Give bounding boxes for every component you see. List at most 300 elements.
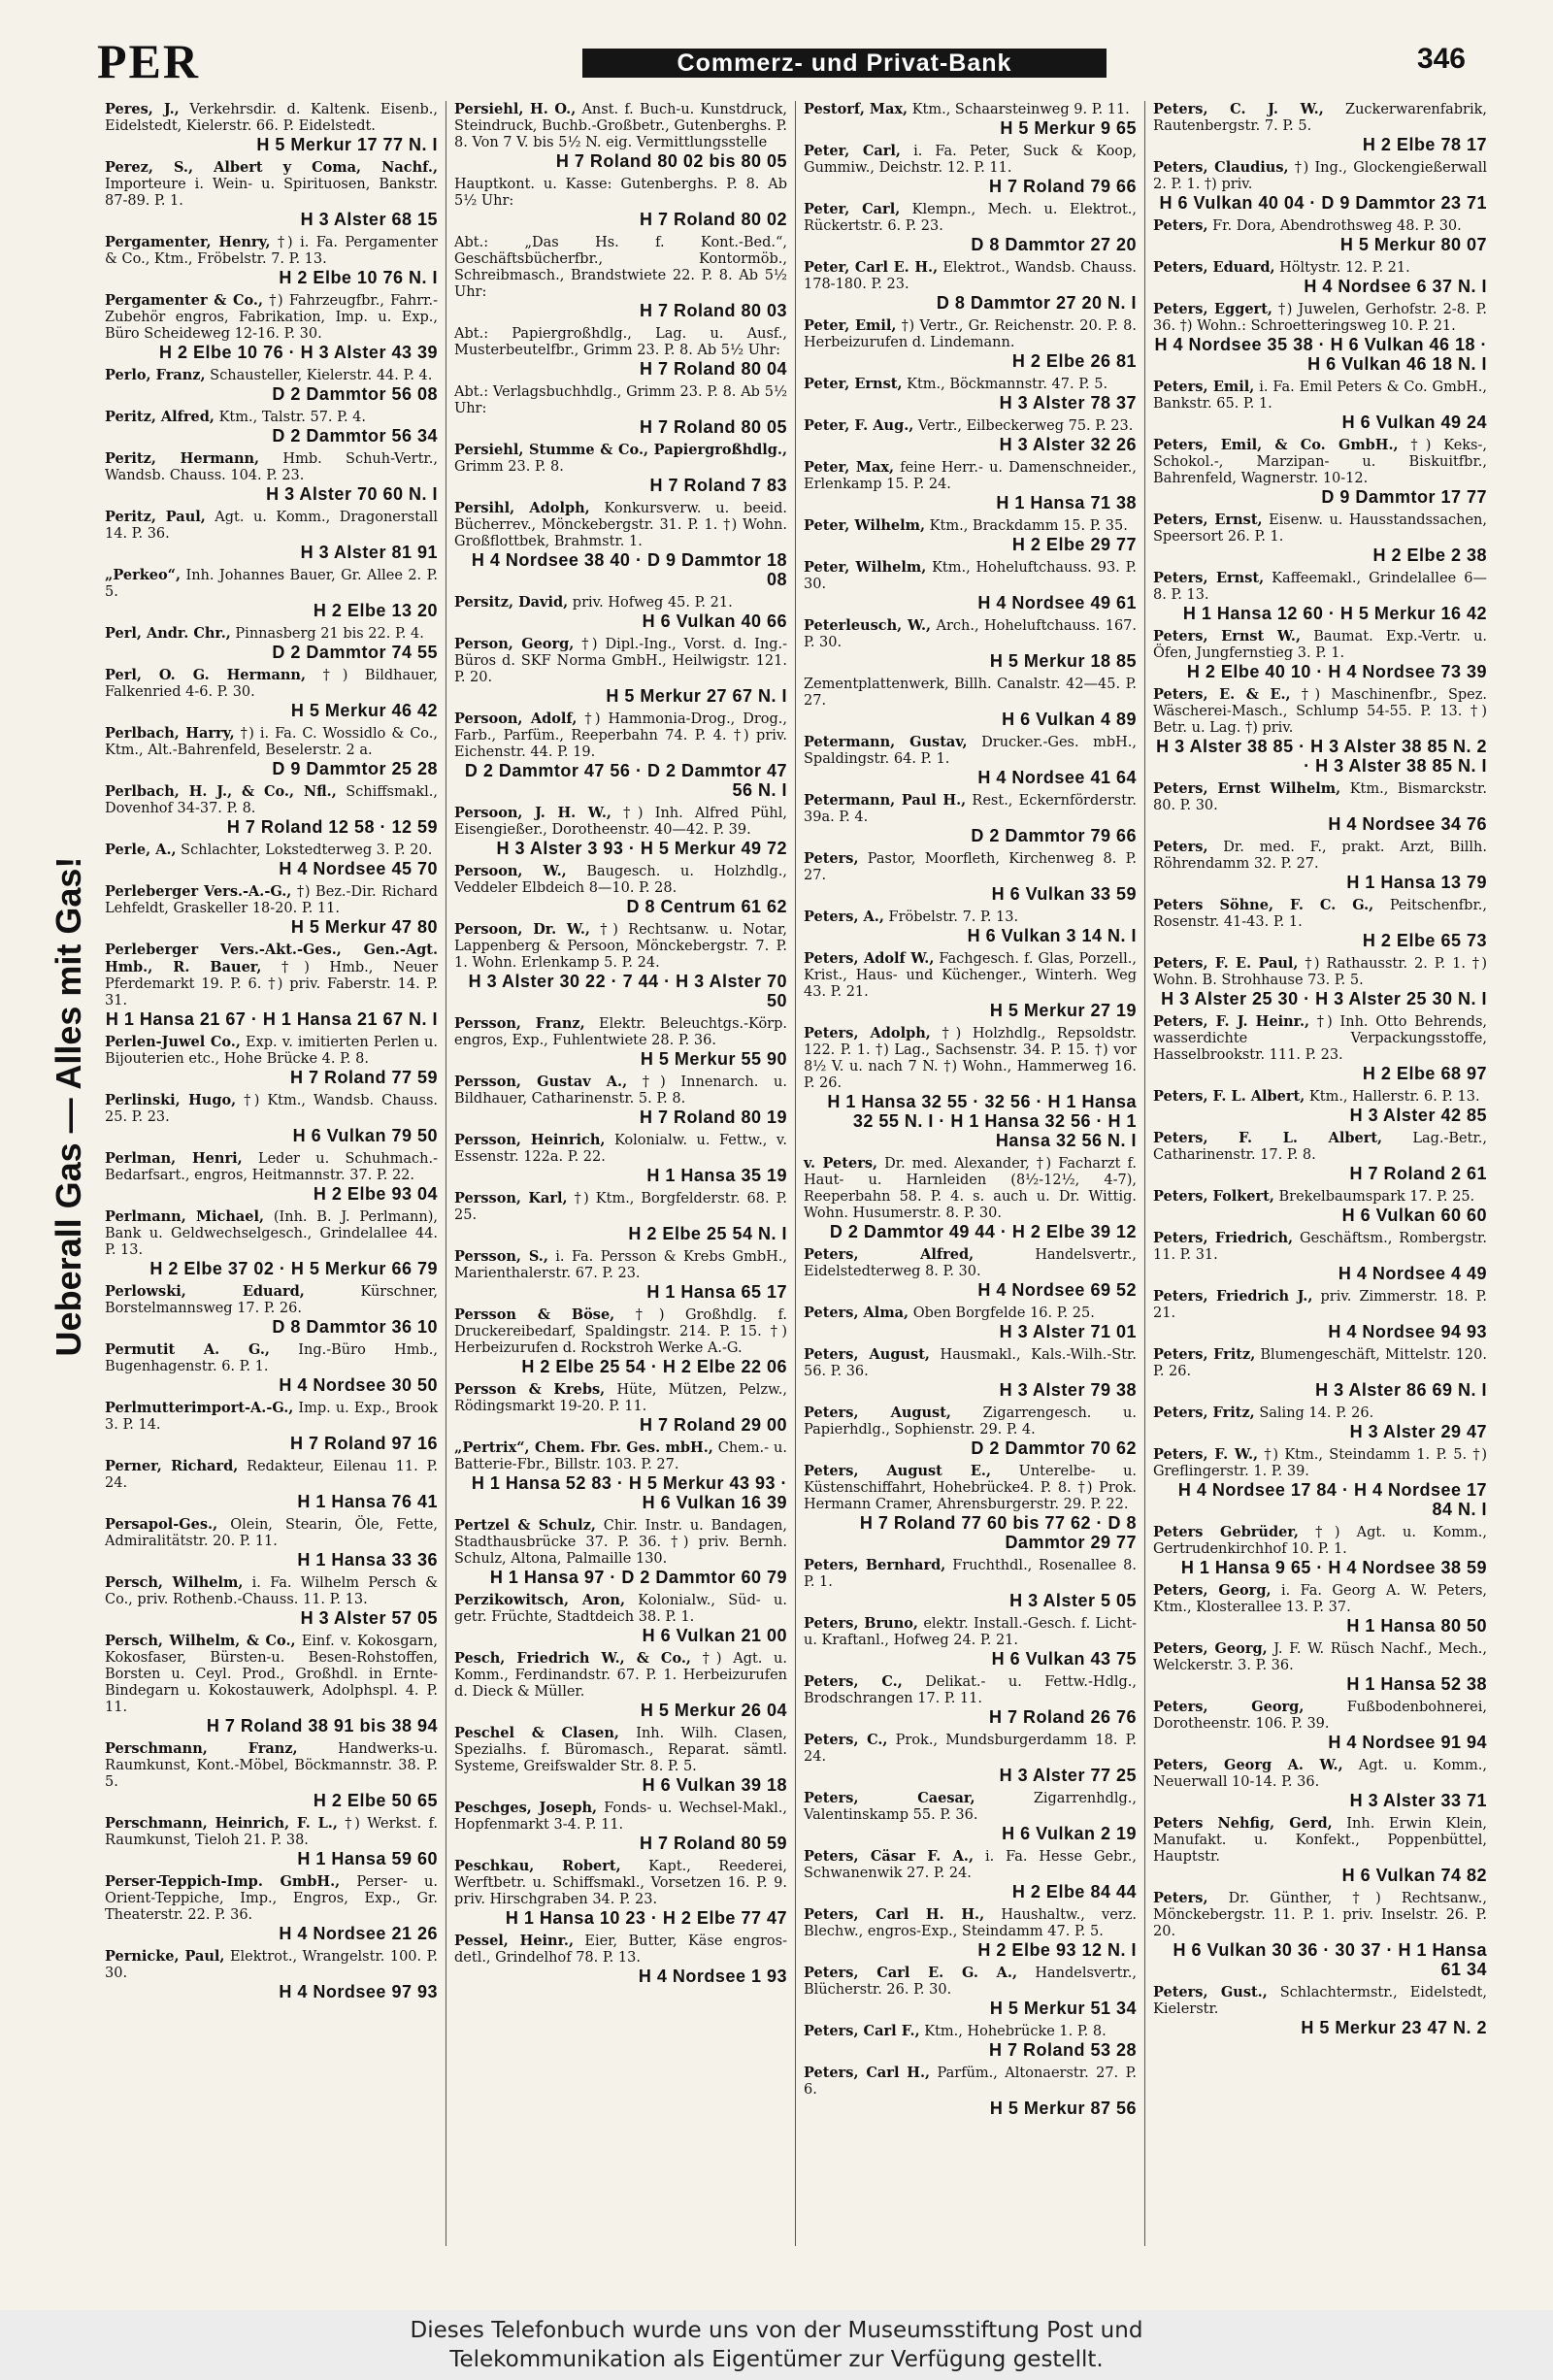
- directory-entry: [105, 883, 438, 937]
- entry-name: Peters, F. W.,: [1153, 1446, 1259, 1463]
- entry-phone: H 7 Roland 97 16: [289, 1434, 438, 1453]
- directory-entry: [105, 1815, 438, 1868]
- entry-name: Peters, Folkert,: [1153, 1188, 1274, 1205]
- directory-entry: [804, 1673, 1137, 1727]
- entry-name: Perlen-Juwel Co.,: [105, 1034, 241, 1050]
- entry-phone: H 4 Nordsee 21 26: [279, 1924, 438, 1943]
- directory-entry: [105, 159, 438, 229]
- entry-details: †) Werkst. f. Raumkunst, Tieloh 21. P. 38.: [105, 1816, 438, 1848]
- entry-phone: H 1 Hansa 52 38: [1346, 1674, 1487, 1694]
- entry-details: Ktm., Bismarckstr. 80. P. 30.: [1153, 781, 1488, 813]
- entry-phone: D 2 Dammtor 56 08: [272, 384, 438, 404]
- entry-phone: H 5 Merkur 80 07: [1339, 235, 1487, 254]
- entry-text: [454, 1132, 787, 1166]
- entry-phone: H 7 Roland 7 83: [649, 476, 787, 495]
- entry-details: Abt.: „Das Hs. f. Kont.-Bed.“, Geschäftsbücherfbr., Kontormöb., Schreibmasch., Brandstwiete 22. P. 8. Ab 5½ Uhr:: [454, 235, 787, 300]
- directory-entry: [454, 1592, 787, 1645]
- entry-details: Abt.: Papiergroßhdlg., Lag. u. Ausf., Musterbeutelfbr., Grimm 23. P. 8. Ab 5½ Uhr:: [454, 326, 787, 358]
- entry-phone: H 3 Alster 79 38: [999, 1380, 1137, 1400]
- entry-name: Peters Nehfig, Gerd,: [1153, 1815, 1333, 1832]
- directory-entry: [454, 1800, 787, 1853]
- entry-name: „Perkeo“,: [105, 567, 182, 583]
- entry-details: Hauptkont. u. Kasse: Gutenberghs. P. 8. Ab 5½ Uhr:: [454, 177, 787, 209]
- directory-entry: [105, 667, 438, 720]
- directory-entry: [1153, 1405, 1487, 1441]
- entry-name: Peschel & Clasen,: [454, 1725, 619, 1741]
- entry-text: [804, 1848, 1137, 1882]
- entry-name: Peters, Ernst W.,: [1153, 628, 1302, 645]
- directory-entry: [804, 676, 1137, 729]
- entry-name: Perlowski, Eduard,: [105, 1283, 305, 1300]
- entry-text: [454, 1248, 787, 1282]
- directory-entry: [1153, 437, 1487, 507]
- entry-details: †) Inh. Alfred Pühl, Eisengießer., Dorotheenstr. 40—42. P. 39.: [454, 806, 788, 838]
- entry-text: [454, 921, 787, 972]
- entry-details: Drucker.-Ges. mbH., Spaldingstr. 64. P. 1.: [804, 735, 1138, 767]
- entry-name: Pesch, Friedrich W., & Co.,: [454, 1650, 691, 1667]
- entry-phone: H 6 Vulkan 2 19: [1002, 1824, 1137, 1843]
- directory-column-4: [1145, 101, 1495, 2246]
- directory-entry: [804, 259, 1137, 313]
- entry-phone: H 5 Merkur 9 65: [1000, 118, 1137, 138]
- entry-text: [454, 594, 787, 612]
- entry-phone: H 6 Vulkan 4 89: [1002, 710, 1137, 729]
- entry-phone: H 1 Hansa 10 23 · H 2 Elbe 77 47: [505, 1908, 787, 1928]
- entry-details: (Inh. B. J. Perlmann), Bank u. Geldwechselgesch., Grindelallee 44. P. 13.: [105, 1209, 438, 1258]
- directory-entry: [454, 101, 787, 171]
- entry-details: †) i. Fa. C. Wossidlo & Co., Ktm., Alt.-Bahrenfeld, Beselerstr. 2 a.: [105, 726, 438, 758]
- entry-text: [804, 376, 1137, 393]
- entry-phone: H 3 Alster 5 05: [1009, 1591, 1137, 1610]
- entry-name: Peters, Ernst Wilhelm,: [1153, 780, 1341, 797]
- entry-phone: H 6 Vulkan 60 60: [1341, 1206, 1487, 1225]
- entry-name: Persoon, J. H. W.,: [454, 805, 611, 821]
- entry-phone: D 8 Dammtor 36 10: [272, 1317, 438, 1337]
- entry-text: [454, 1439, 787, 1473]
- entry-text: [454, 1074, 787, 1107]
- entry-phone: D 2 Dammtor 79 66: [971, 826, 1137, 845]
- directory-entry: [1153, 1346, 1487, 1400]
- entry-text: [105, 409, 438, 426]
- entry-name: Peter, Max,: [804, 459, 895, 476]
- directory-entry: [454, 594, 787, 631]
- entry-name: Persiehl, H. O.,: [454, 101, 577, 117]
- directory-entry: [1153, 780, 1487, 834]
- entry-text: [804, 676, 1137, 710]
- directory-entry: [804, 517, 1137, 554]
- entry-details: Kolonialw., Süd- u. getr. Früchte, Stadtdeich 38. P. 1.: [454, 1593, 787, 1625]
- entry-details: Kürschner, Borstelmannsweg 17. P. 26.: [105, 1284, 439, 1316]
- entry-text: [804, 1025, 1137, 1092]
- entry-text: [804, 2065, 1137, 2099]
- entry-details: Kolonialw. u. Fettw., v. Essenstr. 122a. P. 22.: [454, 1133, 787, 1165]
- entry-details: Inh. Wilh. Clasen, Spezialhs. f. Büromasch., Reparat. sämtl. Systeme, Greifswalder Str. 8. P. 5.: [454, 1726, 788, 1774]
- entry-details: Agt. u. Komm., Dragonerstall 14. P. 36.: [105, 510, 438, 542]
- entry-name: Perlbach, Harry,: [105, 725, 235, 742]
- entry-phone: H 3 Alster 71 01: [999, 1322, 1137, 1341]
- entry-phone: H 3 Alster 68 15: [300, 210, 438, 229]
- entry-name: Perez, S., Albert y Coma, Nachf.,: [105, 159, 438, 176]
- entry-text: [1153, 1446, 1487, 1480]
- entry-name: Peters, C. J. W.,: [1153, 101, 1324, 117]
- entry-details: Imp. u. Exp., Brook 3. P. 14.: [105, 1401, 438, 1433]
- entry-text: [804, 2023, 1137, 2040]
- entry-name: Persch, Wilhelm,: [105, 1574, 244, 1591]
- entry-details: i. Fa. Wilhelm Persch & Co., priv. Rothenb.-Chauss. 11. P. 13.: [105, 1575, 438, 1607]
- entry-details: †) Vertr., Gr. Reichenstr. 20. P. 8. Herbeizurufen d. Lindemann.: [804, 318, 1137, 350]
- entry-text: [804, 1673, 1137, 1707]
- entry-details: feine Herr.- u. Damenschneider., Erlenkamp 15. P. 24.: [804, 460, 1137, 492]
- entry-details: †) Ktm., Steindamm 1. P. 5. †) Greflingerstr. 1. P. 39.: [1153, 1447, 1488, 1479]
- entry-name: Persson, S.,: [454, 1248, 548, 1265]
- directory-entry: [1153, 301, 1487, 374]
- entry-name: Peters, Friedrich,: [1153, 1230, 1294, 1246]
- entry-phone: H 2 Elbe 93 12 N. I: [977, 1940, 1137, 1960]
- directory-entry: [454, 1074, 787, 1127]
- entry-phone: D 2 Dammtor 56 34: [272, 426, 438, 446]
- directory-entry: [105, 1092, 438, 1145]
- entry-text: [1153, 301, 1487, 335]
- entry-name: Peters, Georg,: [1153, 1699, 1305, 1715]
- entry-details: †) Maschinenfbr., Spez. Wäscherei-Masch., Schlump 54-55. P. 13. †) Betr. u. Lag. †) priv.: [1153, 687, 1487, 736]
- entry-name: Peters, Gust.,: [1153, 1984, 1268, 2000]
- entry-phone: H 3 Alster 30 22 · 7 44 · H 3 Alster 70 50: [468, 972, 787, 1010]
- entry-name: Pernicke, Paul,: [105, 1948, 225, 1965]
- entry-phone: H 5 Merkur 27 67 N. I: [606, 686, 787, 706]
- entry-details: Konkursverw. u. beeid. Bücherrev., Mönckebergstr. 31. P. 1. †) Wohn. Großflottbek, Brahmstr. 1.: [454, 501, 788, 549]
- directory-entry: [105, 842, 438, 878]
- entry-phone: H 6 Vulkan 39 18: [642, 1775, 787, 1795]
- directory-entry: [1153, 1699, 1487, 1752]
- entry-text: [804, 1346, 1137, 1380]
- entry-text: [804, 459, 1137, 493]
- entry-details: Handwerks-u. Raumkunst, Kont.-Möbel, Böckmannstr. 38. P. 5.: [105, 1741, 439, 1790]
- entry-details: Ktm., Schaarsteinweg 9. P. 11.: [911, 102, 1130, 117]
- entry-text: [804, 1732, 1137, 1766]
- directory-entry: [804, 1463, 1137, 1552]
- entry-name: Peters, F. L. Albert,: [1153, 1088, 1305, 1105]
- entry-text: [804, 1790, 1137, 1824]
- entry-phone: H 7 Roland 80 19: [639, 1107, 787, 1127]
- entry-name: Peters, Alfred,: [804, 1246, 975, 1263]
- entry-name: Perle, A.,: [105, 842, 177, 858]
- entry-details: Handelsvertr., Eidelstedterweg 8. P. 30.: [804, 1247, 1138, 1279]
- directory-entry: [454, 1858, 787, 1928]
- entry-phone: H 1 Hansa 12 60 · H 5 Merkur 16 42: [1182, 604, 1487, 623]
- entry-text: [105, 883, 438, 917]
- entry-details: Handelsvertr., Blücherstr. 26. P. 30.: [804, 1966, 1137, 1998]
- entry-details: Elektrot., Wrangelstr. 100. P. 30.: [105, 1949, 439, 1981]
- entry-text: [804, 417, 1137, 435]
- entry-name: Persch, Wilhelm, & Co.,: [105, 1633, 296, 1649]
- entry-phone: H 7 Roland 80 59: [639, 1834, 787, 1853]
- entry-phone: H 6 Vulkan 74 82: [1341, 1866, 1487, 1885]
- entry-name: Peterleusch, W.,: [804, 617, 932, 634]
- entry-name: Peters, August,: [804, 1405, 951, 1421]
- entry-text: [804, 850, 1137, 884]
- entry-details: Grimm 23. P. 8.: [454, 459, 564, 475]
- entry-details: †) Hmb., Neuer Pferdemarkt 19. P. 6. †) priv. Faberstr. 14. P. 31.: [105, 960, 438, 1008]
- directory-entry: [454, 442, 787, 495]
- entry-text: [105, 292, 438, 343]
- directory-entry: [1153, 1013, 1487, 1083]
- entry-phone: D 2 Dammtor 74 55: [272, 643, 438, 662]
- entry-name: Peritz, Hermann,: [105, 450, 260, 467]
- entry-text: [804, 559, 1137, 593]
- entry-name: Permutit A. G.,: [105, 1341, 270, 1358]
- entry-details: Ktm., Hallerstr. 6. P. 13.: [1308, 1089, 1480, 1105]
- entry-details: Schlachtermstr., Eidelstedt, Kielerstr.: [1153, 1985, 1487, 2017]
- entry-phone: H 6 Vulkan 30 36 · 30 37 · H 1 Hansa 61 34: [1173, 1940, 1487, 1979]
- entry-name: Perzikowitsch, Aron,: [454, 1592, 625, 1608]
- entry-details: †) Rathausstr. 2. P. 1. †) Wohn. B. Strohhause 73. P. 5.: [1153, 956, 1487, 988]
- entry-name: Peter, Wilhelm,: [804, 517, 926, 534]
- entry-name: Peters,: [1153, 839, 1208, 855]
- entry-text: [1153, 1230, 1487, 1264]
- entry-name: Pestorf, Max,: [804, 101, 909, 117]
- entry-phone: H 6 Vulkan 49 24: [1341, 413, 1487, 432]
- entry-details: †) Inh. Otto Behrends, wasserdichte Verpackungsstoffe, Hasselbrookstr. 111. P. 23.: [1153, 1014, 1488, 1063]
- entry-phone: H 7 Roland 38 91 bis 38 94: [206, 1716, 438, 1735]
- entry-details: Einf. v. Kokosgarn, Kokosfaser, Bürsten-u. Besen-Rohstoffen, Borsten u. Ceyl. Prod., Großhdl. in Ernte-Bindegarn u. Kokostauwerk, Adolphspl. 4. P. 11.: [105, 1634, 438, 1715]
- entry-details: Fr. Dora, Abendrothsweg 48. P. 30.: [1212, 218, 1462, 234]
- entry-details: Fachgesch. f. Glas, Porzell., Krist., Haus- und Küchenger., Winterh. Weg 43. P. 21.: [804, 951, 1137, 1000]
- entry-name: Perner, Richard,: [105, 1458, 239, 1474]
- directory-entry: [804, 1615, 1137, 1669]
- entry-phone: H 1 Hansa 65 17: [646, 1282, 787, 1302]
- entry-details: Inh. Erwin Klein, Manufakt. u. Konfekt., Poppenbüttel, Hauptstr.: [1153, 1816, 1488, 1865]
- entry-name: Perlinski, Hugo,: [105, 1092, 237, 1108]
- entry-details: Parfüm., Altonaerstr. 27. P. 6.: [804, 2066, 1137, 2098]
- entry-text: [105, 1873, 438, 1924]
- entry-details: Delikat.- u. Fettw.-Hdlg., Brodschrangen 17. P. 11.: [804, 1674, 1137, 1706]
- directory-entry: [804, 459, 1137, 512]
- entry-text: [1153, 1984, 1487, 2018]
- entry-details: Arch., Hoheluftchauss. 167. P. 30.: [804, 618, 1137, 650]
- entry-details: Zuckerwarenfabrik, Rautenbergstr. 7. P. 5.: [1153, 102, 1487, 134]
- entry-details: Leder u. Schuhmach.-Bedarfsart., engros, Heitmannstr. 37. P. 22.: [105, 1151, 438, 1183]
- entry-text: [454, 863, 787, 897]
- entry-name: Peters, Caesar,: [804, 1790, 975, 1806]
- entry-details: Hausmakl., Kals.-Wilh.-Str. 56. P. 36.: [804, 1347, 1138, 1379]
- entry-details: Baumat. Exp.-Vertr. u. Öfen, Jungfernstieg 3. P. 1.: [1153, 629, 1488, 661]
- entry-text: [804, 950, 1137, 1001]
- entry-details: Dr. Günther, †) Rechtsanw., Mönckebergstr. 11. P. 1. priv. Inselstr. 26. P. 20.: [1153, 1891, 1487, 1939]
- entry-details: †) Holzhdlg., Repsoldstr. 122. P. 1. †) Lag., Sachsenstr. 34. P. 15. †) vor 8½ V. u. nach 7 N. †) Wohn., Hammerweg 16. P. 26.: [804, 1026, 1138, 1091]
- directory-entry: [454, 1190, 787, 1243]
- directory-entry: [454, 500, 787, 589]
- entry-text: [105, 234, 438, 268]
- entry-text: [1153, 1405, 1487, 1422]
- directory-entry: [804, 1965, 1137, 2018]
- entry-text: [105, 367, 438, 384]
- entry-details: Importeure i. Wein- u. Spirituosen, Bankstr. 87-89. P. 1.: [105, 177, 438, 209]
- entry-details: †) Bildhauer, Falkenried 4-6. P. 30.: [105, 668, 438, 700]
- entry-text: [804, 201, 1137, 235]
- directory-entry: [1153, 897, 1487, 950]
- entry-phone: H 2 Elbe 10 76 N. I: [279, 268, 438, 287]
- directory-entry: [105, 1873, 438, 1943]
- entry-name: Peschges, Joseph,: [454, 1800, 598, 1816]
- directory-entry: [1153, 1188, 1487, 1225]
- entry-text: [804, 259, 1137, 293]
- directory-entry: [804, 1848, 1137, 1901]
- entry-name: Peters, Fritz,: [1153, 1405, 1255, 1421]
- entry-name: Peter, F. Aug.,: [804, 417, 914, 434]
- entry-details: Olein, Stearin, Öle, Fette, Admiralitätstr. 20. P. 11.: [105, 1517, 438, 1549]
- entry-text: [105, 1283, 438, 1317]
- entry-name: Peters Söhne, F. C. G.,: [1153, 897, 1374, 913]
- directory-entry: [454, 1306, 787, 1376]
- entry-text: [1153, 217, 1487, 235]
- entry-details: Rest., Eckernförderstr. 39a. P. 4.: [804, 793, 1137, 825]
- entry-name: Persson, Gustav A.,: [454, 1074, 628, 1090]
- entry-text: [105, 783, 438, 817]
- gas-advert-text: Ueberall Gas — Alles mit Gas!: [49, 856, 88, 1357]
- entry-details: Chir. Instr. u. Bandagen, Stadthausbrücke 37. P. 36. †) priv. Bernh. Schulz, Altona, Palmaille 130.: [454, 1518, 788, 1567]
- entry-name: Perlo, Franz,: [105, 367, 206, 383]
- entry-details: Oben Borgfelde 16. P. 25.: [912, 1306, 1095, 1321]
- gas-advert: [45, 806, 93, 1407]
- entry-name: Peters, Ernst,: [1153, 512, 1263, 528]
- entry-text: [105, 1034, 438, 1068]
- entry-details: i. Fa. Persson & Krebs GmbH., Marienthalerstr. 67. P. 23.: [454, 1249, 787, 1281]
- entry-name: Peter, Carl,: [804, 143, 901, 159]
- directory-entry: [105, 1948, 438, 2001]
- entry-details: i. Fa. Georg A. W. Peters, Ktm., Klosterallee 13. P. 37.: [1153, 1583, 1488, 1615]
- entry-phone: H 4 Nordsee 49 61: [977, 593, 1137, 612]
- entry-phone: H 3 Alster 77 25: [999, 1766, 1137, 1785]
- entry-details: Unterelbe- u. Küstenschiffahrt, Hohebrücke4. P. 8. †) Prok. Hermann Cramer, Ahrensburgerstr. 29. P. 22.: [804, 1464, 1138, 1512]
- entry-details: Vertr., Eilbeckerweg 75. P. 23.: [917, 418, 1134, 434]
- entry-name: Peters, Bernhard,: [804, 1557, 946, 1573]
- entry-text: [1153, 1890, 1487, 1940]
- entry-text: [1153, 1757, 1487, 1791]
- directory-entry: [105, 450, 438, 504]
- entry-name: Peters, F. J. Heinr.,: [1153, 1013, 1310, 1030]
- entry-text: [454, 1190, 787, 1224]
- directory-entry: [804, 909, 1137, 945]
- entry-name: Peters, Cäsar F. A.,: [804, 1848, 974, 1865]
- entry-name: Peters, Carl H. H.,: [804, 1906, 985, 1923]
- entry-details: Ing.-Büro Hmb., Bugenhagenstr. 6. P. 1.: [105, 1342, 439, 1374]
- entry-details: Zigarrengesch. u. Papierhdlg., Sophienstr. 29. P. 4.: [804, 1405, 1138, 1438]
- directory-entry: [804, 617, 1137, 671]
- entry-phone: H 6 Vulkan 43 75: [991, 1649, 1137, 1669]
- entry-text: [1153, 1640, 1487, 1674]
- entry-details: Dr. med. Alexander, †) Facharzt f. Haut- u. Harnleiden (8½-12½, 4-7), Reeperbahn 58. P. 4. s. auch u. Dr. Wittig. Wohn. Husumerstr. 8. P. 30.: [804, 1156, 1138, 1221]
- entry-text: [105, 942, 438, 1009]
- entry-details: Eisenw. u. Hausstandssachen, Speersort 26. P. 1.: [1153, 512, 1487, 545]
- entry-phone: H 1 Hansa 35 19: [646, 1166, 787, 1185]
- directory-entry: [105, 725, 438, 778]
- entry-phone: D 2 Dammtor 47 56 · D 2 Dammtor 47 56 N. I: [464, 761, 787, 800]
- entry-details: Saling 14. P. 26.: [1259, 1405, 1374, 1421]
- entry-phone: H 4 Nordsee 6 37 N. I: [1304, 277, 1487, 296]
- entry-text: [1153, 839, 1487, 873]
- directory-entry: [1153, 1288, 1487, 1341]
- entry-name: Perl, O. G. Hermann,: [105, 667, 307, 683]
- entry-details: Fonds- u. Wechsel-Makl., Hopfenmarkt 3-4. P. 11.: [454, 1801, 787, 1833]
- entry-details: Ktm., Brackdamm 15. P. 35.: [929, 518, 1128, 534]
- directory-entry: [454, 383, 787, 437]
- entry-text: [105, 1208, 438, 1259]
- directory-entry: [1153, 1640, 1487, 1694]
- entry-phone: H 2 Elbe 29 77: [1011, 535, 1137, 554]
- entry-text: [1153, 1699, 1487, 1733]
- entry-phone: H 5 Merkur 23 47 N. 2: [1301, 2018, 1487, 2037]
- entry-name: Peters, Carl E. G. A.,: [804, 1965, 1017, 1981]
- entry-name: Peters, August,: [804, 1346, 930, 1363]
- entry-details: Agt. u. Komm., Neuerwall 10-14. P. 36.: [1153, 1758, 1487, 1790]
- directory-entry: [105, 1740, 438, 1810]
- entry-text: [454, 1858, 787, 1908]
- entry-details: Elektr. Beleuchtgs.-Körp. engros, Exp., Fuhlentwiete 28. P. 36.: [454, 1016, 788, 1048]
- entry-details: Baugesch. u. Holzhdlg., Veddeler Elbdeich 8—10. P. 28.: [454, 864, 788, 896]
- entry-name: Peter, Carl E. H.,: [804, 259, 939, 276]
- entry-name: Person, Georg,: [454, 636, 575, 652]
- directory-entry: [1153, 1984, 1487, 2037]
- directory-entry: [454, 1650, 787, 1720]
- entry-text: [1153, 437, 1487, 487]
- entry-phone: H 4 Nordsee 38 40 · D 9 Dammtor 18 08: [471, 550, 787, 589]
- directory-entry: [1153, 379, 1487, 432]
- entry-phone: H 4 Nordsee 34 76: [1328, 814, 1487, 834]
- entry-name: Peritz, Alfred,: [105, 409, 215, 425]
- directory-entry: [105, 101, 438, 154]
- directory-entry: [1153, 839, 1487, 892]
- entry-text: [454, 442, 787, 476]
- entry-name: Peters, C.,: [804, 1673, 903, 1690]
- entry-phone: H 3 Alster 57 05: [300, 1608, 438, 1628]
- entry-phone: H 1 Hansa 76 41: [297, 1492, 438, 1511]
- entry-phone: H 2 Elbe 84 44: [1011, 1882, 1137, 1901]
- entry-phone: H 3 Alster 25 30 · H 3 Alster 25 30 N. I: [1161, 989, 1487, 1008]
- entry-details: Ktm., Talstr. 57. P. 4.: [218, 410, 367, 425]
- entry-text: [1153, 1088, 1487, 1106]
- directory-entry: [105, 1458, 438, 1511]
- entry-details: †) Ing., Glockengießerwall 2. P. 1. †) priv.: [1153, 160, 1488, 192]
- directory-entry: [105, 1150, 438, 1204]
- directory-entry: [1153, 259, 1487, 296]
- entry-name: Persson & Böse,: [454, 1306, 615, 1323]
- page-footer: [0, 2310, 1553, 2380]
- entry-name: Peters, Eggert,: [1153, 301, 1272, 317]
- directory-entry: [804, 2065, 1137, 2118]
- entry-phone: H 7 Roland 80 03: [639, 301, 787, 320]
- directory-entry: [454, 1933, 787, 1986]
- entry-details: Peitschenfbr., Rosenstr. 41-43. P. 1.: [1153, 898, 1488, 930]
- entry-text: [105, 725, 438, 759]
- entry-name: Peters, Georg,: [1153, 1582, 1272, 1599]
- entry-details: i. Fa. Peter, Suck & Koop, Gummiw., Deichstr. 12. P. 11.: [804, 144, 1138, 176]
- entry-details: Ktm., Hohebrücke 1. P. 8.: [924, 2024, 1107, 2039]
- entry-phone: H 1 Hansa 32 55 · 32 56 · H 1 Hansa 32 55 N. I · H 1 Hansa 32 56 · H 1 Hansa 32 56 N. I: [827, 1092, 1137, 1150]
- entry-name: Perschmann, Franz,: [105, 1740, 298, 1757]
- directory-entry: [1153, 1524, 1487, 1577]
- directory-entry: [454, 325, 787, 379]
- entry-text: [1153, 628, 1487, 662]
- entry-phone: H 5 Merkur 55 90: [640, 1049, 787, 1069]
- entry-text: [804, 1557, 1137, 1591]
- entry-text: [105, 1400, 438, 1434]
- entry-text: [1153, 955, 1487, 989]
- entry-details: Exp. v. imitierten Perlen u. Bijouterien etc., Hohe Brücke 4. P. 8.: [105, 1035, 438, 1067]
- directory-entry: [105, 625, 438, 662]
- entry-details: priv. Hofweg 45. P. 21.: [572, 595, 733, 611]
- entry-phone: H 1 Hansa 52 83 · H 5 Merkur 43 93 · H 6 Vulkan 16 39: [471, 1473, 787, 1512]
- entry-details: Eier, Butter, Käse engros-detl., Grindelhof 78. P. 13.: [454, 1934, 788, 1966]
